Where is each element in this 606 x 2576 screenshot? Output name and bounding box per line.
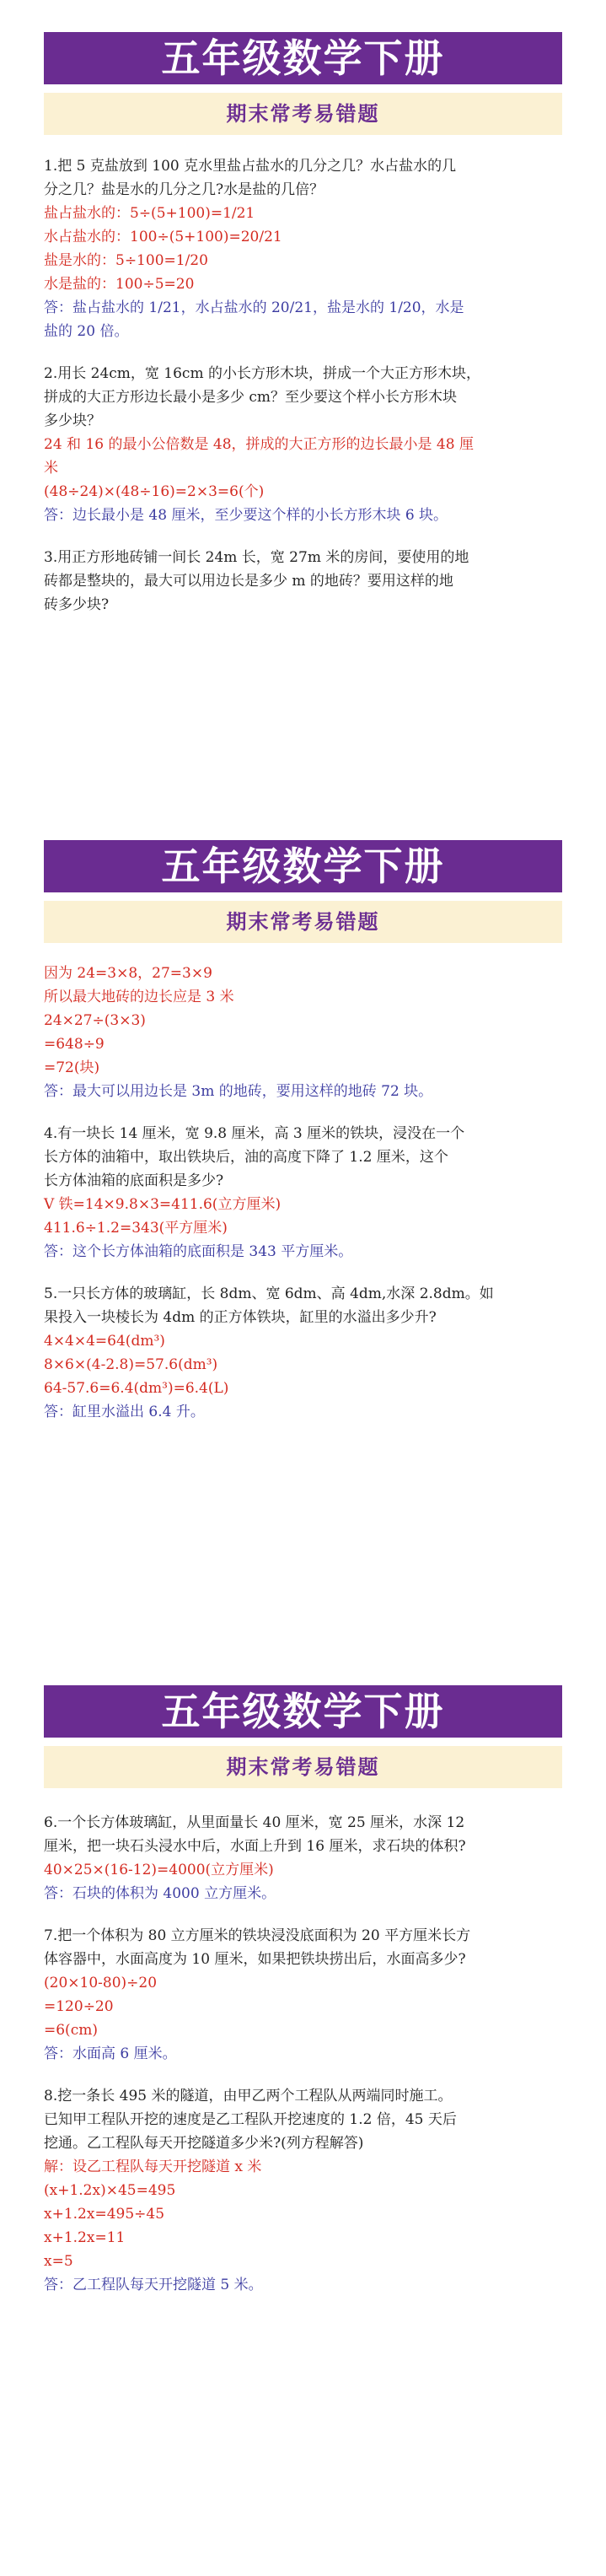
banner-subtitle: 期末常考易错题 <box>44 1746 562 1788</box>
solution-step: x=5 <box>44 2253 73 2270</box>
question-text: 砖都是整块的，最大可以用边长是多少 m 的地砖？要用这样的地 <box>44 573 453 590</box>
question-text: 2.用长 24cm，宽 16cm 的小长方形木块，拼成一个大正方形木块， <box>44 365 480 382</box>
answer-text: 答：盐占盐水的 1/21，水占盐水的 20/21，盐是水的 1/20，水是 <box>44 299 464 316</box>
solution-step: x+1.2x=495÷45 <box>44 2206 165 2223</box>
answer-text: 答：这个长方体油箱的底面积是 343 平方厘米。 <box>44 1243 353 1260</box>
question-text: 8.挖一条长 495 米的隧道，由甲乙两个工程队从两端同时施工。 <box>44 2088 453 2104</box>
solution-step: =6(cm) <box>44 2022 98 2039</box>
solution-step: 40×25×(16-12)=4000(立方厘米) <box>44 1862 274 1878</box>
answer-text: 答：石块的体积为 4000 立方厘米。 <box>44 1885 276 1902</box>
content-block <box>44 1811 566 2297</box>
content-block <box>44 962 566 1424</box>
solution-step: 所以最大地砖的边长应是 3 米 <box>44 989 234 1005</box>
solution-step: (48÷24)×(48÷16)=2×3=6(个) <box>44 483 265 500</box>
banner-subtitle: 期末常考易错题 <box>44 901 562 943</box>
answer-text: 盐的 20 倍。 <box>44 323 129 340</box>
question-text: 5.一只长方体的玻璃缸，长 8dm、宽 6dm、高 4dm,水深 2.8dm。如 <box>44 1285 494 1302</box>
solution-step: 解：设乙工程队每天开挖隧道 x 米 <box>44 2158 262 2175</box>
spacer <box>44 2066 566 2084</box>
question-text: 厘米，把一块石头浸水中后，水面上升到 16 厘米，求石块的体积? <box>44 1838 466 1855</box>
question-text: 4.有一块长 14 厘米，宽 9.8 厘米，高 3 厘米的铁块，浸没在一个 <box>44 1125 465 1142</box>
solution-step: 米 <box>44 460 58 477</box>
spacer <box>44 343 566 362</box>
solution-step: =648÷9 <box>44 1036 105 1053</box>
solution-step: 8×6×(4-2.8)=57.6(dm³) <box>44 1356 218 1373</box>
answer-text: 答：边长最小是 48 厘米，至少要这个样的小长方形木块 6 块。 <box>44 507 448 524</box>
question-text: 长方体油箱的底面积是多少? <box>44 1172 224 1189</box>
question-text: 拼成的大正方形边长最小是多少 cm？至少要这个样小长方形木块 <box>44 389 458 406</box>
answer-text: 答：缸里水溢出 6.4 升。 <box>44 1404 205 1420</box>
solution-step: =120÷20 <box>44 1998 114 2015</box>
question-text: 多少块？ <box>44 412 101 429</box>
content-block <box>44 154 566 617</box>
solution-step: 4×4×4=64(dm³) <box>44 1333 165 1350</box>
solution-step: (x+1.2x)×45=495 <box>44 2182 176 2199</box>
solution-step: (20×10-80)÷20 <box>44 1975 158 1991</box>
solution-step: 24×27÷(3×3) <box>44 1012 146 1029</box>
question-text: 已知甲工程队开挖的速度是乙工程队开挖速度的 1.2 倍，45 天后 <box>44 2111 457 2128</box>
solution-step: =72(块) <box>44 1059 100 1076</box>
banner-title: 五年级数学下册 <box>44 32 562 84</box>
question-text: 7.把一个体积为 80 立方厘米的铁块浸没底面积为 20 平方厘米长方 <box>44 1927 471 1944</box>
solution-step: 盐是水的：5÷100=1/20 <box>44 252 208 269</box>
question-text: 体容器中，水面高度为 10 厘米，如果把铁块捞出后，水面高多少? <box>44 1951 466 1968</box>
question-text: 分之几？盐是水的几分之几?水是盐的几倍？ <box>44 181 324 198</box>
solution-step: 64-57.6=6.4(dm³)=6.4(L) <box>44 1380 229 1397</box>
question-text: 果投入一块棱长为 4dm 的正方体铁块，缸里的水溢出多少升? <box>44 1309 437 1326</box>
answer-text: 答：最大可以用边长是 3m 的地砖，要用这样的地砖 72 块。 <box>44 1083 433 1100</box>
solution-step: 因为 24=3×8，27=3×9 <box>44 965 212 982</box>
question-text: 6.一个长方体玻璃缸，从里面量长 40 厘米，宽 25 厘米，水深 12 <box>44 1814 465 1831</box>
banner-subtitle: 期末常考易错题 <box>44 93 562 135</box>
banner-title: 五年级数学下册 <box>44 1685 562 1738</box>
solution-step: 盐占盐水的：5÷(5+100)=1/21 <box>44 205 255 222</box>
solution-step: 24 和 16 的最小公倍数是 48，拼成的大正方形的边长最小是 48 厘 <box>44 436 474 453</box>
question-text: 长方体的油箱中，取出铁块后，油的高度下降了 1.2 厘米，这个 <box>44 1149 448 1166</box>
question-text: 挖通。乙工程队每天开挖隧道多少米?(列方程解答) <box>44 2135 364 2152</box>
spacer <box>44 527 566 546</box>
answer-text: 答：乙工程队每天开挖隧道 5 米。 <box>44 2277 263 2293</box>
answer-text: 答：水面高 6 厘米。 <box>44 2045 177 2062</box>
question-text: 3.用正方形地砖铺一间长 24m 长，宽 27m 米的房间，要使用的地 <box>44 549 469 566</box>
solution-step: V 铁=14×9.8×3=411.6(立方厘米) <box>44 1196 282 1213</box>
question-text: 1.把 5 克盐放到 100 克水里盐占盐水的几分之几？水占盐水的几 <box>44 158 457 175</box>
banner-title: 五年级数学下册 <box>44 840 562 892</box>
spacer <box>44 1264 566 1282</box>
spacer <box>44 1905 566 1924</box>
question-text: 砖多少块? <box>44 596 110 613</box>
solution-step: x+1.2x=11 <box>44 2229 126 2246</box>
solution-step: 水是盐的：100÷5=20 <box>44 276 195 293</box>
solution-step: 水占盐水的：100÷(5+100)=20/21 <box>44 229 282 245</box>
solution-step: 411.6÷1.2=343(平方厘米) <box>44 1220 228 1237</box>
spacer <box>44 1103 566 1122</box>
